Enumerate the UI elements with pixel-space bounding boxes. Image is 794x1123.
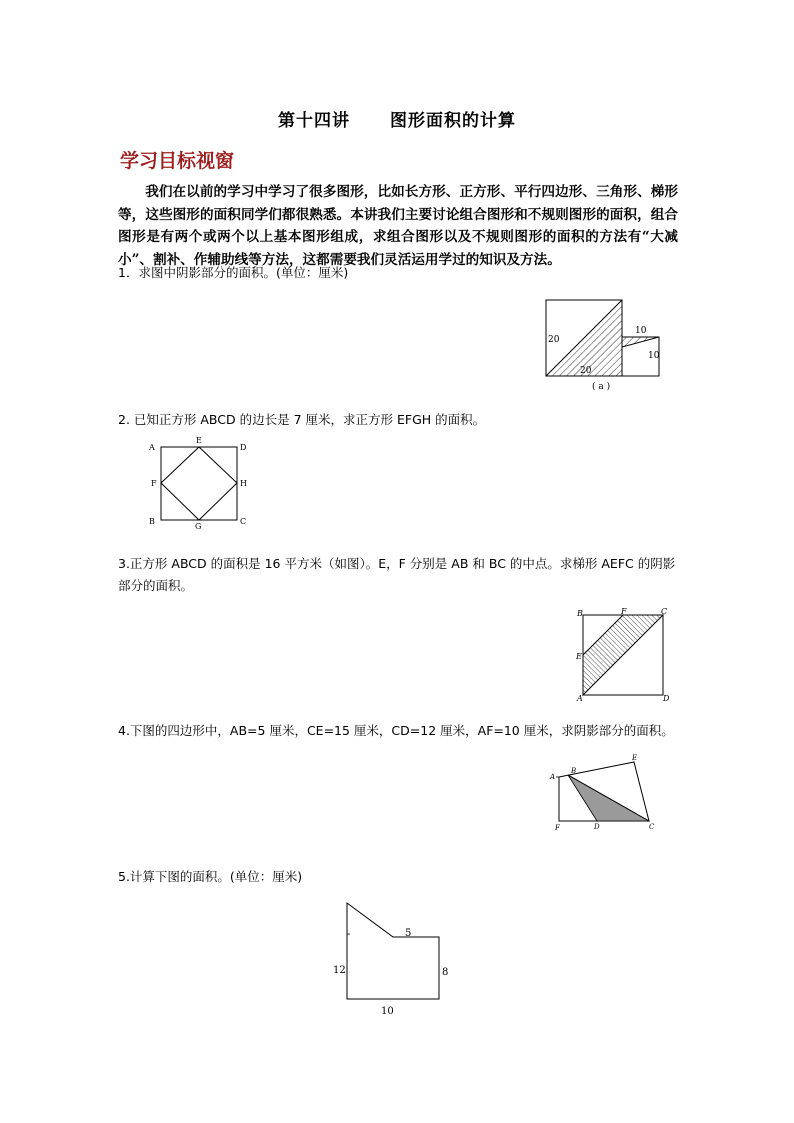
point-b: B (577, 609, 583, 618)
point-d: D (663, 694, 670, 703)
point-e: E (196, 436, 202, 445)
point-g: G (195, 522, 202, 531)
intro-paragraph: 我们在以前的学习中学习了很多图形，比如长方形、正方形、平行四边形、三角形、梯形等，这些图形的面积同学们都很熟悉。本讲我们主要讨论组合图形和不规则图形的面积，组合图形是有两个或两个以上基本图形组成，求组合图形以及不规则图形的面积的方法有“大减小”、割补、作辅助线等方法，这都需要我们灵活运用学过的知识及方法。 (118, 184, 678, 268)
question-1-text: 1．求图中阴影部分的面积。(单位：厘米) (118, 265, 349, 280)
question-3-figure (568, 606, 676, 704)
point-h: H (240, 479, 247, 488)
square-efgh (161, 447, 237, 520)
lecture-number: 第十四讲 (278, 111, 350, 131)
point-c: C (240, 517, 247, 526)
question-2-text: 2. 已知正方形 ABCD 的边长是 7 厘米，求正方形 EFGH 的面积。 (118, 412, 486, 427)
point-e: E (576, 652, 582, 661)
shaded-trapezoid-aefc (583, 615, 663, 695)
point-e: E (632, 754, 638, 762)
figure-caption-a: ( a ) (592, 382, 611, 392)
point-d: D (240, 443, 247, 452)
point-d: D (594, 823, 600, 831)
label-8: 8 (442, 967, 449, 978)
question-4-text: 4.下图的四边形中，AB=5 厘米，CE=15 厘米，CD=12 厘米，AF=10 厘米，求阴影部分的面积。 (118, 723, 674, 738)
label-top-10: 10 (635, 326, 647, 336)
question-3-text: 3.正方形 ABCD 的面积是 16 平方米（如图）。E，F 分别是 AB 和 BC 的中点。求梯形 AEFC 的阴影部分的面积。 (118, 556, 676, 593)
question-5-text: 5.计算下图的面积。(单位：厘米) (118, 869, 303, 884)
point-f: F (621, 607, 627, 616)
point-c: C (649, 823, 655, 831)
point-f: F (151, 479, 157, 488)
label-left-20: 20 (548, 335, 560, 345)
label-right-10: 10 (648, 351, 660, 361)
lecture-topic: 图形面积的计算 (390, 111, 516, 131)
label-5: 5 (405, 928, 412, 939)
point-b: B (571, 767, 577, 775)
label-10: 10 (381, 1006, 394, 1017)
question-5-figure (326, 896, 466, 1022)
question-4-figure (546, 752, 666, 834)
point-f: F (555, 824, 560, 832)
point-a: A (149, 443, 155, 452)
section-heading: 学习目标视窗 (120, 150, 235, 172)
composite-shape (347, 903, 439, 999)
point-c: C (661, 607, 668, 616)
point-b: B (149, 517, 155, 526)
page-title (0, 106, 794, 131)
point-a: A (550, 773, 556, 781)
question-1-figure (540, 296, 670, 394)
label-bottom-20: 20 (580, 366, 592, 376)
point-a: A (577, 694, 583, 703)
square-abcd (161, 447, 237, 520)
label-12: 12 (333, 965, 346, 976)
question-2-figure (144, 436, 254, 532)
